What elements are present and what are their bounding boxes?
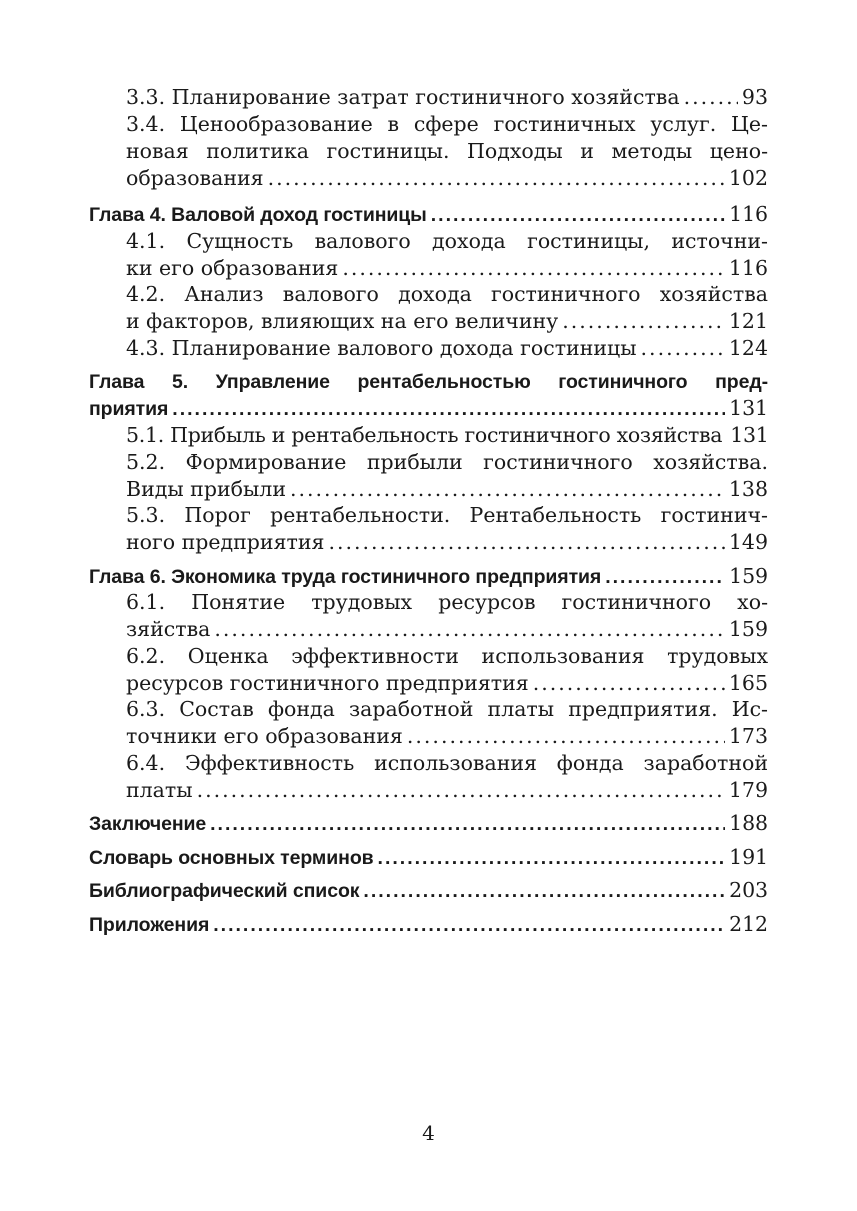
toc-page-number: 173 — [728, 724, 768, 748]
toc-page-number: 159 — [728, 617, 768, 641]
toc-chapter-4 — [89, 201, 768, 228]
dot-leader — [378, 845, 726, 872]
toc-chapter-5 — [89, 369, 768, 422]
toc-page-number: 191 — [729, 844, 768, 869]
toc-entry-title-cont: ресурсов гостиничного предприятия — [126, 670, 529, 695]
toc-bibliography — [89, 877, 768, 904]
toc-page-number: 159 — [729, 563, 768, 588]
toc-entry-3-4 — [89, 111, 768, 191]
toc-entry-title-cont: платы — [126, 777, 193, 802]
toc-entry-title-cont: новая политика гостиницы. Подходы и методы цено- — [126, 139, 768, 163]
toc-entry-5-2 — [89, 449, 768, 503]
toc-entry-3-3 — [89, 84, 768, 111]
page-number: 4 — [422, 1121, 435, 1145]
toc-chapter-title: Глава 5. Управление рентабельностью гостиничного пред- — [89, 370, 768, 393]
toc-entry-title: 5.2. Формирование прибыли гостиничного хозяйства. — [126, 449, 768, 474]
toc-page-number: 124 — [728, 335, 768, 360]
toc-appendices — [89, 911, 768, 938]
toc-entry-title: 4.1. Сущность валового дохода гостиницы, источни- — [126, 228, 768, 253]
toc-entry-6-3 — [89, 696, 768, 750]
toc-entry-4-3 — [89, 335, 768, 362]
toc-entry-title: 4.3. Планирование валового дохода гостиницы — [126, 335, 637, 360]
toc-page-number: 93 — [741, 85, 768, 109]
toc-page-number: 149 — [728, 530, 768, 554]
toc-page-number: 116 — [728, 255, 768, 280]
toc-page-number: 131 — [730, 422, 769, 447]
toc-chapter-title: Глава 6. Экономика труда гостиничного предприятия — [89, 565, 602, 588]
toc-entry-title: 6.2. Оценка эффективности использования трудовых — [126, 643, 768, 668]
table-of-contents — [89, 84, 768, 937]
dot-leader — [363, 878, 725, 905]
toc-entry-5-3 — [89, 502, 768, 556]
toc-entry-title: 5.1. Прибыль и рентабельность гостиничного хозяйства — [126, 422, 723, 447]
toc-chapter-6 — [89, 563, 768, 590]
toc-page-number: 212 — [729, 911, 768, 936]
dot-leader — [533, 670, 725, 697]
toc-page-number: 165 — [728, 670, 768, 695]
toc-entry-title: 3.3. Планирование затрат гостиничного хозяйства — [126, 85, 680, 109]
toc-chapter-title: Заключение — [89, 813, 207, 835]
toc-entry-title-cont: ного предприятия — [126, 530, 325, 554]
dot-leader — [562, 308, 725, 335]
dot-leader — [268, 165, 725, 192]
toc-conclusion — [89, 810, 768, 837]
dot-leader — [605, 564, 725, 591]
toc-glossary — [89, 844, 768, 871]
toc-entry-6-4 — [89, 750, 768, 804]
dot-leader — [431, 202, 725, 229]
toc-entry-6-2 — [89, 643, 768, 697]
toc-entry-title: 5.3. Порог рентабельности. Рентабельность гостинич- — [126, 503, 768, 527]
toc-page-number: 179 — [728, 777, 768, 802]
toc-chapter-title-cont: приятия — [89, 398, 169, 420]
toc-entry-title-cont: ки его образования — [126, 255, 339, 280]
toc-page-number: 138 — [728, 476, 768, 501]
dot-leader — [328, 529, 724, 556]
toc-page-number: 116 — [729, 202, 768, 226]
toc-chapter-title: Словарь основных терминов — [89, 846, 374, 869]
toc-entry-title-cont: образования — [126, 165, 264, 190]
toc-entry-title: 3.4. Ценообразование в сфере гостиничных услуг. Це- — [126, 112, 768, 136]
toc-entry-title-cont: зяйства — [126, 617, 211, 641]
toc-entry-title: 4.2. Анализ валового дохода гостиничного хозяйства — [126, 282, 768, 306]
toc-page-number: 188 — [729, 811, 768, 835]
dot-leader — [290, 476, 725, 503]
toc-entry-title: 6.4. Эффективность использования фонда заработной — [126, 750, 768, 775]
toc-chapter-title: Библиографический список — [89, 880, 360, 902]
toc-page-number: 203 — [729, 878, 768, 902]
toc-page-number: 121 — [728, 309, 768, 333]
dot-leader — [213, 912, 725, 939]
toc-entry-4-1 — [89, 228, 768, 282]
dot-leader — [197, 777, 725, 804]
toc-entry-title-cont: и факторов, влияющих на его величину — [126, 309, 559, 333]
toc-page-number: 131 — [729, 396, 768, 420]
toc-chapter-title: Приложения — [89, 913, 210, 936]
toc-entry-title: 6.1. Понятие трудовых ресурсов гостиничного хо- — [126, 590, 768, 614]
toc-page-number: 102 — [728, 165, 768, 190]
toc-entry-4-2 — [89, 281, 768, 335]
toc-entry-title-cont: Виды прибыли — [126, 476, 286, 501]
dot-leader — [342, 255, 725, 282]
toc-entry-5-1 — [89, 422, 768, 449]
dot-leader — [172, 396, 725, 423]
toc-entry-6-1 — [89, 589, 768, 643]
dot-leader — [214, 616, 724, 643]
dot-leader — [210, 811, 725, 838]
dot-leader — [407, 723, 725, 750]
dot-leader — [684, 84, 738, 111]
toc-entry-title: 6.3. Состав фонда заработной платы предприятия. Ис- — [126, 697, 768, 721]
dot-leader — [641, 335, 725, 362]
toc-entry-title-cont: точники его образования — [126, 724, 403, 748]
toc-chapter-title: Глава 4. Валовой доход гостиницы — [89, 204, 427, 226]
